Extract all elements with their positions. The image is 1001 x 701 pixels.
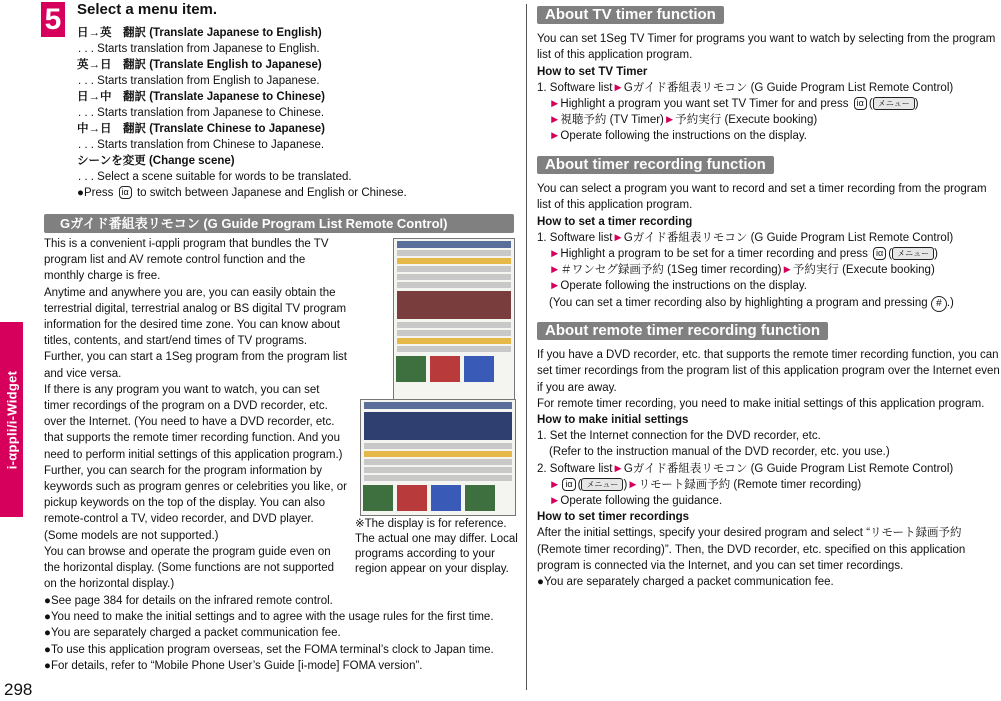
tv-timer-step1-line3: ►視聴予約 (TV Timer)►予約実行 (Execute booking) <box>549 114 818 127</box>
tv-timer-section <box>537 6 1001 145</box>
menu-item-desc: . . . Starts translation from Japanese to Chinese. <box>78 107 325 119</box>
step-title: Select a menu item. <box>77 1 218 18</box>
display-note: ※The display is for reference. The actual one may differ. Local programs according to your region appear on your display. <box>355 518 518 575</box>
press-key-note: ●Press iα to switch between Japanese and English or Chinese. <box>77 187 407 199</box>
gguide-paragraph: Anytime and anywhere you are, you can easily obtain the terrestrial digital, terrestrial analog or BS digital TV program information for the desired time zone. You can know about titles, contents, and start/end times of TV programs. Further, you can start a 1Seg program from the program list and vice versa. <box>44 286 347 380</box>
i-alpha-key-icon: iα <box>854 97 867 110</box>
remote-timer-step2-line3: ►Operate following the guidance. <box>549 495 723 508</box>
gguide-paragraph: If there is any program you want to watch, you can set timer recordings of the program on a DVD recorder, etc. over the Internet. (You need to have a DVD recorder, etc. that supports the remote timer recording function. And you need to perform initial settings of this application program.) Further, you can search for the program information by keywords such as program genres or celebrities you like, or pickup keywords on the top of the display. You can also remote-control a TV, video recorder, and DVD player. (Some models are not supported.) <box>44 383 347 542</box>
remote-timer-set-title: How to set timer recordings <box>537 511 690 524</box>
menu-item-desc: . . . Starts translation from Chinese to Japanese. <box>78 139 325 151</box>
remote-timer-intro: If you have a DVD recorder, etc. that supports the remote timer recording function, you can set timer recordings from the program list of this application program over the Internet even if you are away. <box>537 349 1000 394</box>
menu-item-desc: . . . Starts translation from English to Japanese. <box>78 75 320 87</box>
tv-timer-step1-line4: ►Operate following the instructions on the display. <box>549 130 807 143</box>
page-number: 298 <box>4 680 33 699</box>
menu-key-icon: メニュー <box>873 97 915 110</box>
remote-timer-init-title: How to make initial settings <box>537 414 689 427</box>
menu-item-heading: 日→英 翻訳 (Translate Japanese to English) <box>77 27 322 39</box>
gguide-section-header: Gガイド番組表リモコン (G Guide Program List Remote Control) <box>44 214 514 233</box>
remote-timer-section <box>537 322 1001 590</box>
gguide-bullets <box>44 593 522 674</box>
gguide-paragraph: This is a convenient i-αppli program that bundles the TV program list and AV remote control function and the monthly charge is free. <box>44 238 329 283</box>
tv-timer-intro: You can set 1Seg TV Timer for programs you want to watch by selecting from the program list of this application program. <box>537 33 996 62</box>
menu-item-heading: 英→日 翻訳 (Translate English to Japanese) <box>77 59 322 71</box>
remote-timer-step2: 2. Software list►Gガイド番組表リモコン (G Guide Program List Remote Control) <box>537 462 954 475</box>
timer-recording-step1-line5: (You can set a timer recording also by highlighting a program and pressing # .) <box>537 295 1001 312</box>
remote-timer-header: About remote timer recording function <box>537 322 828 340</box>
step-number: 5 <box>41 2 65 37</box>
tv-timer-header: About TV timer function <box>537 6 724 24</box>
menu-key-icon: メニュー <box>581 478 623 491</box>
menu-item-desc: . . . Select a scene suitable for words to be translated. <box>78 171 352 183</box>
timer-recording-how-title: How to set a timer recording <box>537 215 693 228</box>
bullet-item: ●You need to make the initial settings and to agree with the usage rules for the first time. <box>44 611 494 624</box>
menu-item-heading: 中→日 翻訳 (Translate Chinese to Japanese) <box>77 123 325 135</box>
timer-recording-step1-line3: ►＃ワンセグ録画予約 (1Seg timer recording)►予約実行 (Execute booking) <box>549 264 935 277</box>
bullet-item: ●You are separately charged a packet communication fee. <box>537 576 834 589</box>
bullet-item: ●For details, refer to “Mobile Phone User’s Guide [i-mode] FOMA version”. <box>44 659 423 672</box>
tv-timer-step1-line2: ►Highlight a program you want set TV Timer for and press iα ( メニュー ) <box>549 98 919 111</box>
phone-screenshot-horizontal <box>360 399 516 516</box>
menu-item-desc: . . . Starts translation from Japanese to English. <box>78 43 320 55</box>
phone-screenshot-vertical <box>393 238 515 400</box>
column-divider <box>526 4 527 690</box>
bullet-item: ●You are separately charged a packet communication fee. <box>44 627 341 640</box>
tv-timer-step1: 1. Software list►Gガイド番組表リモコン (G Guide Program List Remote Control) <box>537 81 954 94</box>
chapter-side-tab <box>0 322 23 517</box>
timer-recording-header: About timer recording function <box>537 156 774 174</box>
bullet-item: ●To use this application program overseas, set the FOMA terminal’s clock to Japan time. <box>44 643 494 656</box>
timer-recording-intro: You can select a program you want to record and set a timer recording from the program list of this application program. <box>537 183 987 212</box>
gguide-paragraph: You can browse and operate the program guide even on the horizontal display. (Some functions are not supported on the horizontal display.) <box>44 545 335 591</box>
timer-recording-step1-line4: ►Operate following the instructions on the display. <box>549 280 807 293</box>
menu-item-list <box>77 25 517 201</box>
menu-item-heading: シーンを変更 (Change scene) <box>77 155 235 167</box>
remote-timer-set-text: After the initial settings, specify your desired program and select “リモート録画予約 (Remote timer recording)”. Then, the DVD recorder, etc. specified on this application program is connected via the Internet, and you can set timer recordings. <box>537 527 966 572</box>
remote-timer-step2-line2: ► iα ( メニュー )►リモート録画予約 (Remote timer recording) <box>549 478 862 491</box>
gguide-body <box>44 236 348 592</box>
remote-timer-step1: 1. Set the Internet connection for the DVD recorder, etc. <box>537 430 821 443</box>
remote-timer-intro2: For remote timer recording, you need to make initial settings of this application program. <box>537 397 985 410</box>
timer-recording-step1: 1. Software list►Gガイド番組表リモコン (G Guide Program List Remote Control) <box>537 231 954 244</box>
timer-recording-step1-line2: ►Highlight a program to be set for a timer recording and press iα ( メニュー ) <box>549 248 938 261</box>
remote-timer-step1-note: (Refer to the instruction manual of the DVD recorder, etc. you use.) <box>549 446 890 459</box>
bullet-item: ●See page 384 for details on the infrared remote control. <box>44 595 333 607</box>
i-alpha-key-icon: iα <box>562 478 575 491</box>
tv-timer-how-title: How to set TV Timer <box>537 65 648 78</box>
timer-recording-section <box>537 156 1001 312</box>
i-alpha-key-icon: iα <box>119 186 132 199</box>
i-alpha-key-icon: iα <box>873 247 886 260</box>
chapter-label: i-αppli/i-Widget <box>4 370 19 469</box>
hash-key-icon: # <box>931 296 947 312</box>
menu-key-icon: メニュー <box>892 247 934 260</box>
menu-item-heading: 日→中 翻訳 (Translate Japanese to Chinese) <box>77 91 325 103</box>
